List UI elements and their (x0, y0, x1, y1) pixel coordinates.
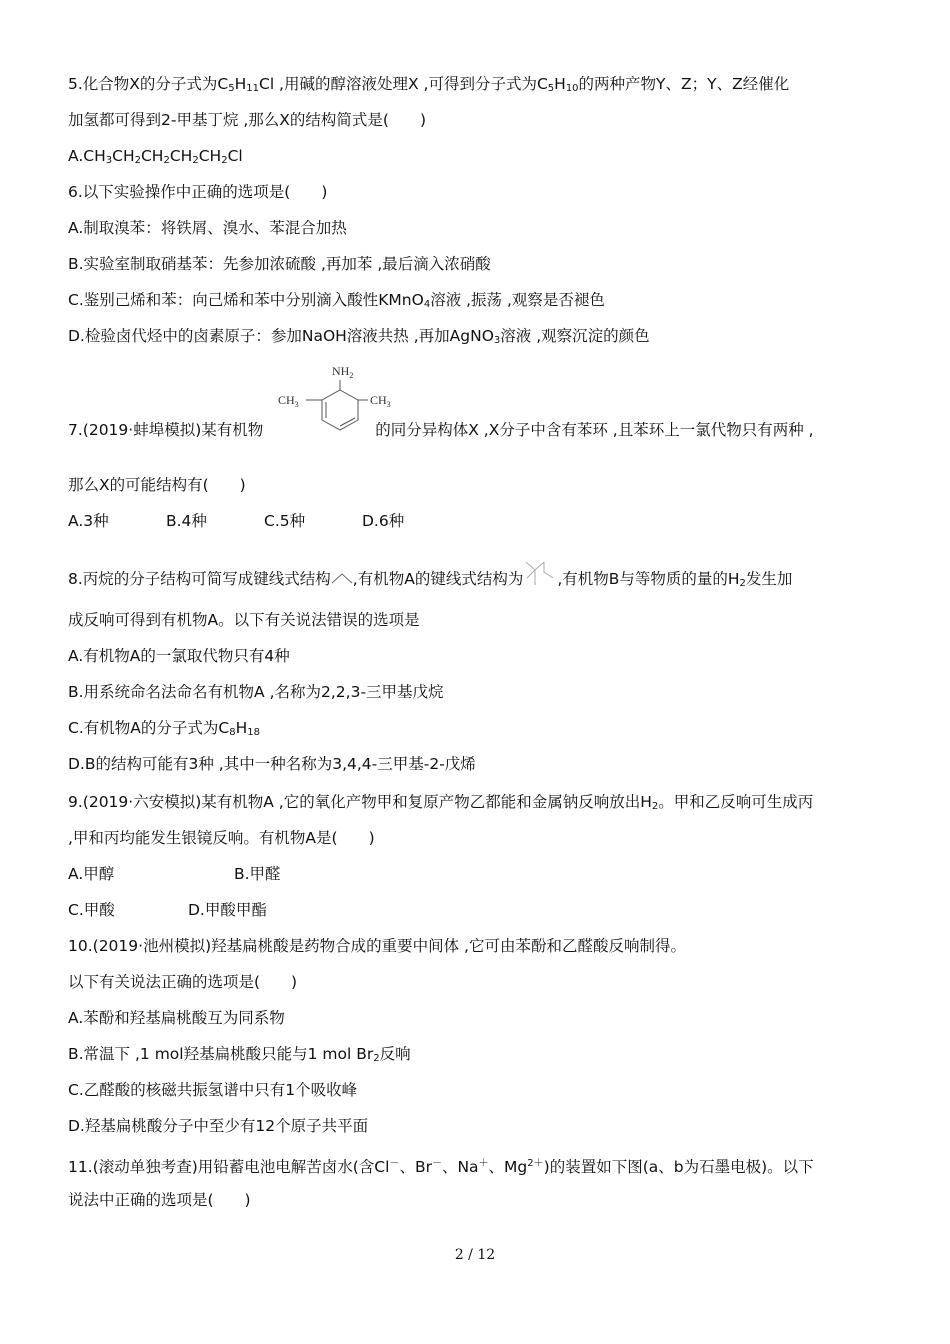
q7-stem-line2: 那么X的可能结构有( ) (68, 476, 246, 494)
q6-option-d: D.检验卤代烃中的卤素原子：参加NaOH溶液共热 ,再加AgNO$_3$溶液 ,观察沉淀的颜色 (68, 327, 650, 346)
q10-option-a: A.苯酚和羟基扁桃酸互为同系物 (68, 1009, 285, 1027)
q6-stem: 6.以下实验操作中正确的选项是( ) (68, 183, 328, 201)
dimethylaniline-structure (278, 360, 392, 440)
q8-stem-line2: 成反响可得到有机物A。以下有关说法错误的选项是 (68, 611, 420, 629)
q9-option-d: D.甲酸甲酯 (188, 901, 267, 919)
page-number: 2 / 12 (454, 1247, 496, 1263)
q10-stem-line1: 10.(2019·池州模拟)羟基扁桃酸是药物合成的重要中间体 ,它可由苯酚和乙醛酸反响制得。 (68, 937, 686, 955)
q9-options-row1 (68, 863, 281, 885)
svg-text:CH3: $CH_3$ (370, 393, 391, 409)
q6-option-c: C.鉴别己烯和苯：向己烯和苯中分别滴入酸性KMnO$_4$溶液 ,振荡 ,观察是否褪色 (68, 291, 605, 310)
q5-option-a: $A.CH_3CH_2CH_2CH_2CH_2Cl$ (68, 147, 243, 166)
q8-option-c: C.有机物A的分子式为$C_8H_{18}$ (68, 719, 260, 738)
q11-stem-line2: 说法中正确的选项是( ) (68, 1191, 251, 1209)
q9-stem-line2: ,甲和丙均能发生银镜反响。有机物A是( ) (68, 829, 375, 847)
q9-option-b: B.甲醛 (234, 865, 281, 883)
q8-stem-line1: 8.丙烷的分子结构可简写成键线式结构 ,有机物A的键线式结构为 ,有机物B与等物质的量的$H_2$发生加 (68, 560, 792, 595)
compound-a-skeletal-formula (523, 560, 557, 588)
svg-text:NH2: $NH_2$ (332, 364, 354, 380)
q6-option-a: A.制取溴苯：将铁屑、溴水、苯混合加热 (68, 219, 347, 237)
q11-stem-line1: 11.(滚动单独考查)用铅蓄电池电解苦卤水(含Cl－、Br－、Na＋、$Mg^{2+}$)的装置如下图(a、b为石墨电极)。以下 (68, 1158, 814, 1176)
q10-option-b: B.常温下 ,1 mol羟基扁桃酸只能与1 mol $Br_2$反响 (68, 1045, 411, 1064)
q7-stem-line1: 7.(2019·蚌埠模拟)某有机物 的同分异构体X ,X分子中含有苯环 ,且苯环上一氯代物只有两种 , (68, 421, 814, 439)
q6-option-b: B.实验室制取硝基苯：先参加浓硫酸 ,再加苯 ,最后滴入浓硝酸 (68, 255, 491, 273)
q7-option-d: D.6种 (362, 512, 405, 530)
q8-option-a: A.有机物A的一氯取代物只有4种 (68, 647, 290, 665)
q8-option-d: D.B的结构可能有3种 ,其中一种名称为3,4,4-三甲基-2-戊烯 (68, 755, 476, 773)
q9-option-c: C.甲酸 (68, 901, 115, 919)
q7-option-a: A.3种 (68, 512, 109, 530)
q9-options-row2 (68, 899, 267, 921)
q5-stem-line1: 5.化合物X的分子式为$C_5H_{11}Cl$ ,用碱的醇溶液处理X ,可得到分子式为$C_5H_{10}$的两种产物Y、Z；Y、Z经催化 (68, 75, 790, 94)
q9-stem-line1: 9.(2019·六安模拟)某有机物A ,它的氧化产物甲和复原产物乙都能和金属钠反响放出$H_2$。甲和乙反响可生成丙 (68, 793, 814, 812)
q8-option-b: B.用系统命名法命名有机物A ,名称为2,2,3-三甲基戊烷 (68, 683, 444, 701)
q10-stem-line2: 以下有关说法正确的选项是( ) (68, 973, 298, 991)
q7-option-b: B.4种 (166, 512, 207, 530)
svg-text:CH3: $CH_3$ (278, 393, 299, 409)
q5-stem-line2: 加氢都可得到2-甲基丁烷 ,那么X的结构简式是( ) (68, 111, 427, 129)
q7-options (68, 510, 404, 532)
q10-option-d: D.羟基扁桃酸分子中至少有12个原子共平面 (68, 1117, 369, 1135)
q7-option-c: C.5种 (264, 512, 306, 530)
q10-option-c: C.乙醛酸的核磁共振氢谱中只有1个吸收峰 (68, 1081, 358, 1099)
q9-option-a: A.甲醇 (68, 865, 115, 883)
propane-skeletal-formula (331, 571, 353, 585)
